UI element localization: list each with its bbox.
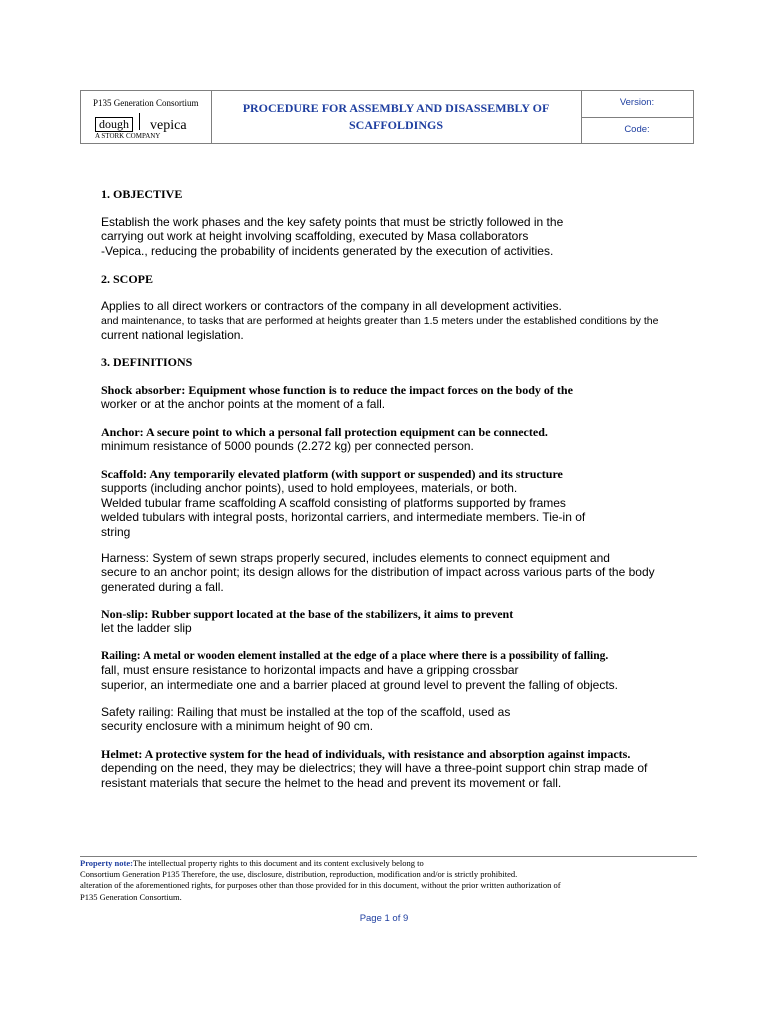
definition-scaffold xyxy=(101,467,585,539)
definition-line: generated during a fall. xyxy=(101,579,224,594)
document-title xyxy=(211,100,581,134)
definitions-heading: 3. DEFINITIONS xyxy=(101,355,193,369)
page-number: Page 1 of 9 xyxy=(359,913,409,924)
scope-line: current national legislation. xyxy=(101,328,244,342)
property-note xyxy=(80,858,561,903)
definition-line: worker or at the anchor points at the moment of a fall. xyxy=(101,397,386,412)
definition-lead: Anchor: A secure point to which a personal fall protection equipment can be connected. xyxy=(101,425,548,439)
definition-line: superior, an intermediate one and a barrier placed at ground level to prevent the falling of objects. xyxy=(101,677,618,692)
definition-line: minimum resistance of 5000 pounds (2.272 kg) per connected person. xyxy=(101,439,474,454)
definition-line: resistant materials that secure the helmet to the head and prevent its movement or fall. xyxy=(101,775,562,790)
definition-line: depending on the need, they may be dielectrics; they will have a three-point support chin strap made of xyxy=(101,761,648,776)
definition-line: let the ladder slip xyxy=(101,621,192,636)
objective-line: -Vepica., reducing the probability of incidents generated by the execution of activities. xyxy=(101,243,554,258)
definition-line: security enclosure with a minimum height of 90 cm. xyxy=(101,719,374,734)
logo-left: dough xyxy=(95,117,133,132)
definition-non-slip xyxy=(101,607,513,636)
definition-line: supports (including anchor points), used to hold employees, materials, or both. xyxy=(101,481,518,496)
scope-line: and maintenance, to tasks that are performed at heights greater than 1.5 meters under the established conditions by the xyxy=(101,315,659,327)
document-header xyxy=(80,90,694,144)
definition-lead: Harness: System of sewn straps properly secured, includes elements to connect equipment and xyxy=(101,551,610,565)
logo-subtitle: A STORK COMPANY xyxy=(95,132,161,140)
objective-line: Establish the work phases and the key safety points that must be strictly followed in the xyxy=(101,215,564,229)
document-title-line1: PROCEDURE FOR ASSEMBLY AND DISASSEMBLY OF xyxy=(242,101,550,115)
version-label: Version: xyxy=(581,91,693,118)
definition-shock-absorber xyxy=(101,383,573,412)
definition-lead: Shock absorber: Equipment whose function is to reduce the impact forces on the body of the xyxy=(101,383,573,397)
logo-right: vepica xyxy=(150,118,187,133)
objective-text xyxy=(101,215,563,258)
definition-lead: Helmet: A protective system for the head of individuals, with resistance and absorption against impacts. xyxy=(101,747,631,761)
scope-heading: 2. SCOPE xyxy=(101,272,154,286)
definition-lead: Safety railing: Railing that must be installed at the top of the scaffold, used as xyxy=(101,705,511,719)
definition-line: string xyxy=(101,524,131,539)
header-logo-cell xyxy=(81,91,212,143)
property-note-text: The intellectual property rights to this document and its content exclusively belong to xyxy=(132,858,424,868)
definition-safety-railing xyxy=(101,705,510,734)
property-note-label: Property note: xyxy=(80,858,133,868)
definition-lead: Railing: A metal or wooden element installed at the edge of a place where there is a possibility of falling. xyxy=(101,650,609,662)
code-label: Code: xyxy=(624,124,650,135)
definition-harness xyxy=(101,551,655,594)
definition-line: Welded tubular frame scaffolding A scaffold consisting of platforms supported by frames xyxy=(101,495,566,510)
property-note-line2: Consortium Generation P135 Therefore, the use, disclosure, distribution, reproduction, modification and/or is strictly prohibited. xyxy=(80,869,518,880)
definition-line: fall, must ensure resistance to horizontal impacts and have a gripping crossbar xyxy=(101,663,519,678)
header-title-cell xyxy=(211,91,582,143)
header-meta-cell xyxy=(581,91,693,143)
definition-anchor xyxy=(101,425,548,454)
objective-line: carrying out work at height involving scaffolding, executed by Masa collaborators xyxy=(101,229,529,244)
definition-helmet xyxy=(101,747,647,790)
property-note-line3: alteration of the aforementioned rights, for purposes other than those provided for in this document, without the prior written authorization of xyxy=(80,880,561,891)
definition-lead: Non-slip: Rubber support located at the base of the stabilizers, it aims to prevent xyxy=(101,607,514,621)
definition-lead: Scaffold: Any temporarily elevated platform (with support or suspended) and its structure xyxy=(101,467,563,481)
property-note-line1 xyxy=(80,858,561,869)
footer-divider xyxy=(80,856,697,857)
definition-railing xyxy=(101,649,618,692)
objective-heading: 1. OBJECTIVE xyxy=(101,187,183,201)
consortium-name: P135 Generation Consortium xyxy=(93,98,199,108)
scope-line: Applies to all direct workers or contractors of the company in all development activities. xyxy=(101,299,562,313)
document-title-line2: SCAFFOLDINGS xyxy=(348,118,443,132)
definition-line: secure to an anchor point; its design allows for the distribution of impact across various parts of the body xyxy=(101,565,655,580)
property-note-line4: P135 Generation Consortium. xyxy=(80,891,182,902)
logo-divider xyxy=(139,113,140,130)
definition-line: welded tubulars with integral posts, horizontal carriers, and intermediate members. Tie-in of xyxy=(101,510,586,525)
